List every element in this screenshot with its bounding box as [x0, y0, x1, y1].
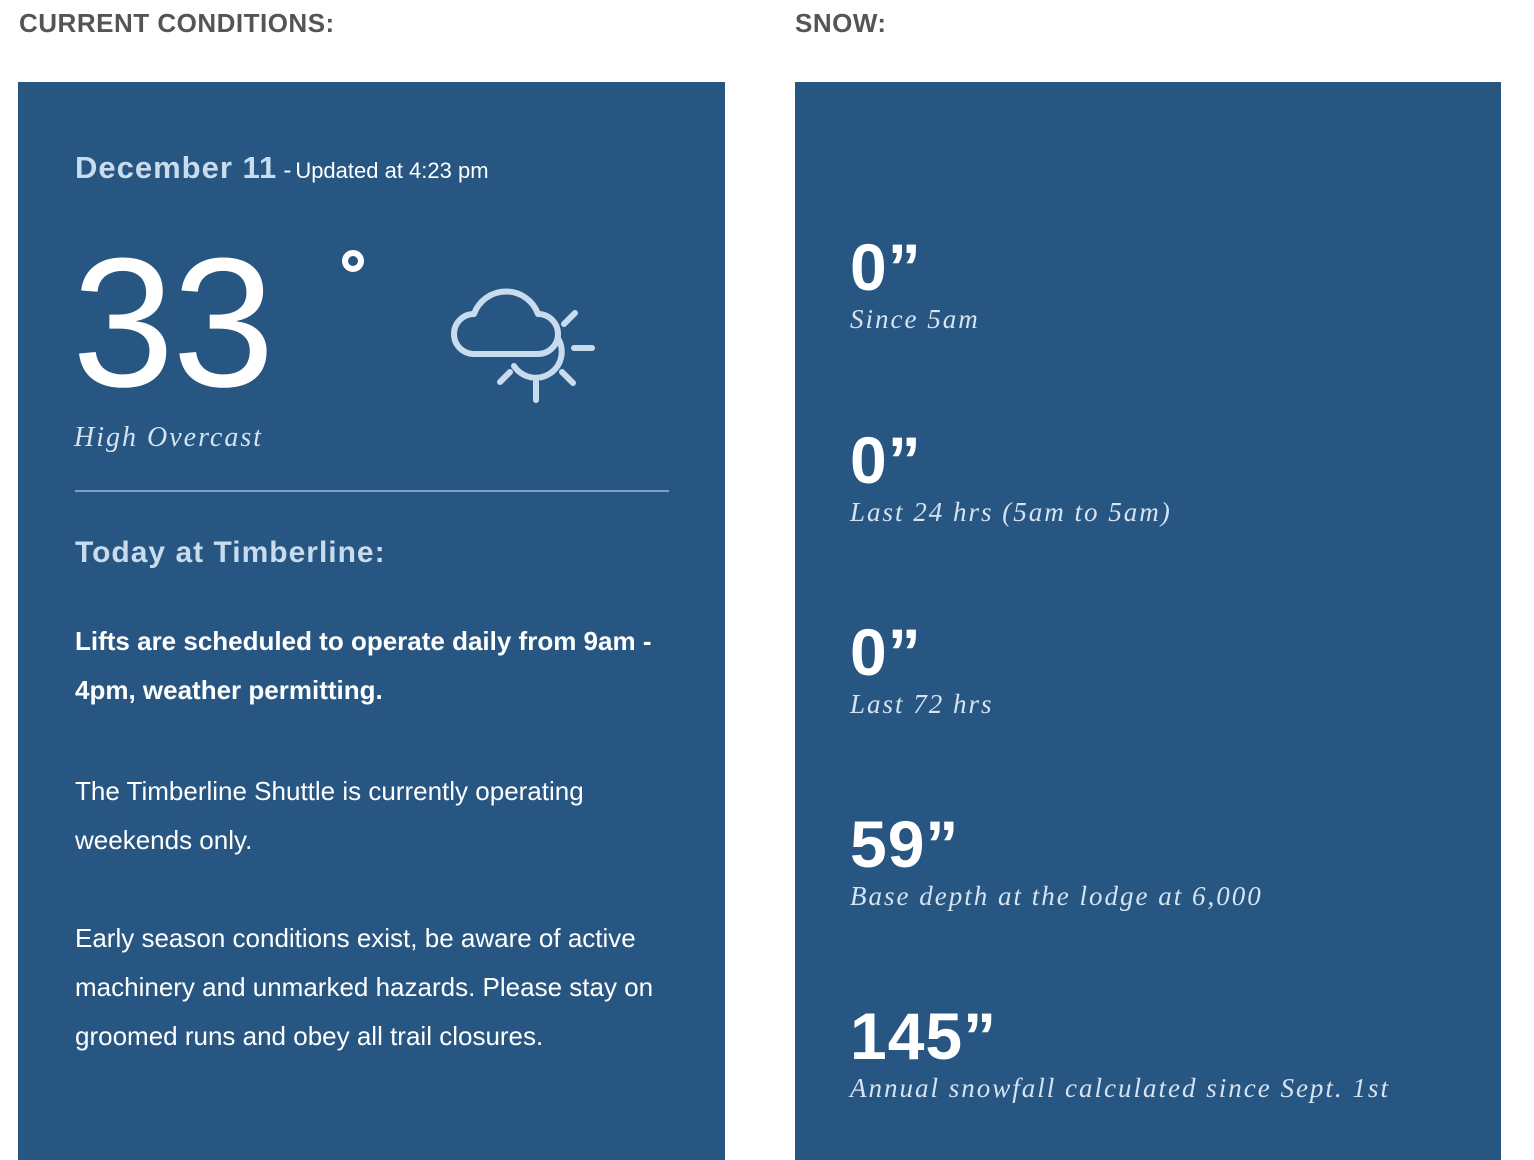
snow-label: Base depth at the lodge at 6,000: [850, 881, 1263, 911]
lifts-schedule-text: Lifts are scheduled to operate daily from 9am - 4pm, weather permitting.: [75, 626, 652, 705]
snow-label: Last 72 hrs: [850, 689, 994, 719]
snow-panel: [795, 82, 1501, 1160]
snow-value: 0”: [850, 230, 922, 304]
shuttle-text: The Timberline Shuttle is currently operating weekends only.: [75, 776, 584, 855]
snow-stat-base-depth: [850, 807, 1410, 914]
snow-stat-since-5am: [850, 230, 1410, 337]
divider: [75, 490, 669, 492]
snow-value: 0”: [850, 615, 922, 689]
snow-stat-last-24: [850, 423, 1410, 530]
current-date: December 11: [75, 150, 278, 185]
snow-stat-annual: [850, 999, 1410, 1106]
date-line: [75, 150, 489, 186]
snow-stat-last-72: [850, 615, 1410, 722]
snow-label: Since 5am: [850, 304, 980, 334]
snow-value: 145”: [850, 999, 998, 1073]
current-conditions-label: CURRENT CONDITIONS:: [19, 8, 335, 38]
degree-symbol: [342, 250, 364, 272]
snow-label: Annual snowfall calculated since Sept. 1st: [850, 1073, 1390, 1103]
cloud-sun-icon: [444, 278, 600, 414]
snow-label: SNOW:: [795, 8, 887, 38]
temperature-value: 33: [72, 219, 273, 425]
snow-label: Last 24 hrs (5am to 5am): [850, 497, 1172, 527]
snow-value: 0”: [850, 423, 922, 497]
date-separator: -: [283, 157, 292, 184]
current-conditions-panel: [18, 82, 725, 1160]
today-heading: Today at Timberline:: [75, 536, 386, 569]
weather-condition: High Overcast: [74, 422, 264, 453]
updated-time: Updated at 4:23 pm: [295, 158, 489, 183]
snow-value: 59”: [850, 807, 960, 881]
early-season-text: Early season conditions exist, be aware of active machinery and unmarked hazards. Please stay on groomed runs and obey all trail closures.: [75, 923, 654, 1051]
